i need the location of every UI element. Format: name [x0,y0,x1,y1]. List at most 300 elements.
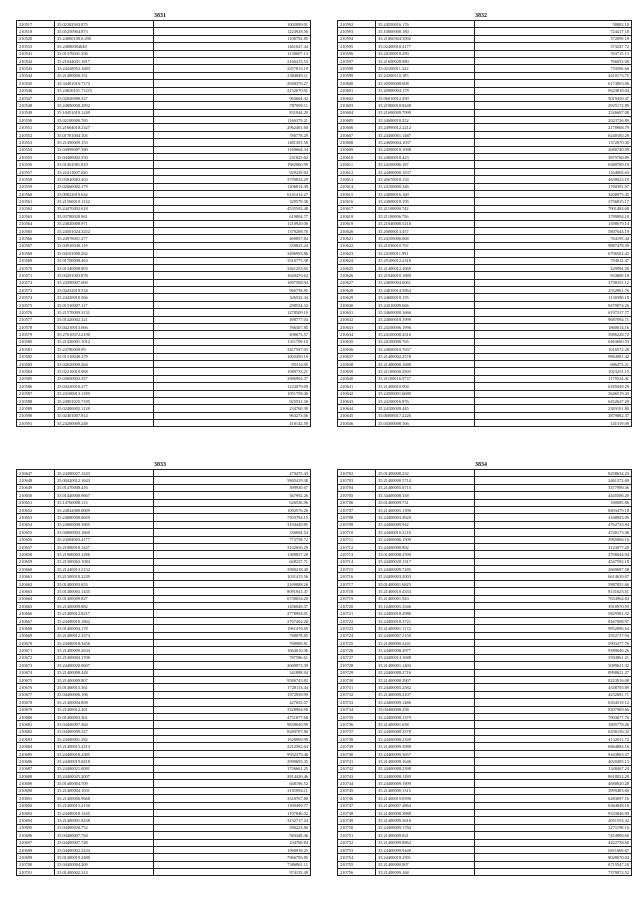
row-id-cell: 210725 [338,639,376,646]
value-cell: 1860014.16 [475,324,632,331]
value-cell: 686473.21 [475,360,632,367]
table-row [338,405,632,412]
table-row [338,654,632,661]
value-cell: 2756815.17 [475,198,632,205]
value-cell: 1805778.26 [475,721,632,728]
value-cell: 8131623.51 [475,588,632,595]
code-cell: 35.21570009.3131 [55,309,154,316]
table-row [17,802,311,809]
table-row [17,573,311,580]
row-id-cell: 210735 [338,713,376,720]
value-cell: 234760.39 [154,405,311,412]
value-cell: 733506.66 [475,65,632,72]
value-cell: 3142656.29 [154,543,311,550]
row-id-cell: 210544 [17,72,55,79]
code-cell: 35.24080008.1805 [55,521,154,528]
value-cell: 8223916.08 [475,676,632,683]
value-cell: 3879760.89 [475,154,632,161]
value-cell: 6364848.16 [475,802,632,809]
code-cell: 35.24400018.1435 [55,809,154,816]
row-id-cell: 210560 [17,190,55,197]
row-id-cell: 210520 [17,35,55,42]
code-cell: 35.24400018.2391 [376,854,475,861]
code-cell: 35.21030010.767 [376,242,475,249]
table-row [17,235,311,242]
code-cell: 35.10000000.180 [376,28,475,35]
table-row [17,72,311,79]
table-row [17,625,311,632]
code-cell: 35.01400004.709 [55,780,154,787]
value-cell: 4547592.18 [475,558,632,565]
row-id-cell: 210731 [338,684,376,691]
code-cell: 35.24400018.3721 [376,617,475,624]
code-cell: 35.24400010.2110 [376,529,475,536]
row-id-cell: 210738 [338,736,376,743]
code-cell: 35.01400019.2480 [55,854,154,861]
code-cell: 35.21300063.1084 [55,558,154,565]
row-id-cell: 210663 [17,588,55,595]
code-cell: 35.21400015.2213 [55,743,154,750]
table-row [17,412,311,419]
code-cell: 35.21400005.6715 [376,484,475,491]
table-row [17,161,311,168]
code-cell: 35.01400008.2590 [376,551,475,558]
code-cell: 35.24400009.9449 [376,846,475,853]
code-cell: 35.04432018.534 [55,287,154,294]
code-cell: 35.21400012.2069 [376,264,475,271]
value-cell: 6614639.07 [475,573,632,580]
table-row [17,639,311,646]
row-id-cell: 210661 [17,573,55,580]
row-id-cell: 210594 [338,35,376,42]
table-row [17,190,311,197]
row-id-cell: 210702 [338,470,376,477]
value-cell: 2357813.19 [154,65,311,72]
row-id-cell: 210682 [17,728,55,735]
code-cell: 35.24880084648 [55,43,154,50]
code-cell: 35.02660082.379 [55,183,154,190]
table-row [17,773,311,780]
row-id-cell: 210558 [17,176,55,183]
code-cell: 35.24400008.2398 [376,765,475,772]
table-row [338,839,632,846]
value-cell: 2152670.91 [154,87,311,94]
value-cell: 396223.86 [154,824,311,831]
code-cell: 35.24780009.99 [55,346,154,353]
table-row [338,102,632,109]
value-cell: 2552861.76 [475,287,632,294]
value-cell: 619804.77 [154,213,311,220]
code-cell: 35.22411007.620 [55,168,154,175]
table-row [17,50,311,57]
row-id-cell: 210655 [17,529,55,536]
value-cell: 3316775.38 [154,257,311,264]
code-cell: 35.21400009.8862 [376,839,475,846]
value-cell: 498673.57 [154,331,311,338]
code-cell: 35.24600018.155 [376,294,475,301]
table-row [17,521,311,528]
row-id-cell: 210584 [17,368,55,375]
row-id-cell: 210627 [338,279,376,286]
table-row [17,499,311,506]
row-id-cell: 210646 [338,420,376,427]
code-cell: 35.21100000.2569 [376,368,475,375]
value-cell: 1092576.26 [154,506,311,513]
table-row [17,832,311,839]
value-cell: 2669973.39 [154,662,311,669]
table-row [338,87,632,94]
row-id-cell: 210707 [338,506,376,513]
value-cell: 1728113.44 [154,684,311,691]
code-cell: 35.24600018.423 [376,154,475,161]
table-row [338,736,632,743]
value-cell: 4020495.13 [475,758,632,765]
table-row [338,257,632,264]
row-id-cell: 210704 [338,484,376,491]
code-cell: 35.03940083.403 [55,176,154,183]
table-row [338,294,632,301]
value-cell: 1311709.10 [154,338,311,345]
value-cell: 2925172.89 [475,102,632,109]
value-cell: 180085.86 [475,499,632,506]
table-row [17,35,311,42]
table-row [17,588,311,595]
row-id-cell: 210742 [338,765,376,772]
row-id-cell: 210569 [17,257,55,264]
row-id-cell: 210546 [17,87,55,94]
value-cell: 58802.10 [475,21,632,28]
code-cell: 35.21400004.1031 [55,787,154,794]
code-cell: 35.21644041.1817 [55,57,154,64]
row-id-cell: 210623 [338,250,376,257]
code-cell: 35.25100012.2318 [376,257,475,264]
value-cell: 1379208.70 [154,227,311,234]
code-cell: 35.04400009.327 [55,728,154,735]
table-row [17,176,311,183]
table-row [338,713,632,720]
row-id-cell: 210592 [338,21,376,28]
table-row [338,669,632,676]
code-cell: 35.02400005.1128 [55,405,154,412]
code-cell: 35.24820008.971 [55,220,154,227]
row-id-cell: 210709 [338,521,376,528]
row-id-cell: 210589 [17,405,55,412]
value-cell: 626536.96 [154,499,311,506]
table-row [338,662,632,669]
row-id-cell: 210667 [17,617,55,624]
value-cell: 9443863.37 [475,750,632,757]
code-cell: 35.24100008.4316 [376,331,475,338]
row-id-cell: 210679 [17,706,55,713]
table-row [338,750,632,757]
row-id-cell: 210639 [338,368,376,375]
row-id-cell: 210579 [17,331,55,338]
row-id-cell: 210611 [338,161,376,168]
row-id-cell: 210717 [338,580,376,587]
value-cell: 1398679.14 [475,220,632,227]
row-id-cell: 210716 [338,573,376,580]
table-row [338,72,632,79]
table-row [338,94,632,101]
code-cell: 35.24000018.195 [376,198,475,205]
row-id-cell: 210729 [338,669,376,676]
code-cell: 35.21400009.3616 [376,817,475,824]
table-row [17,846,311,853]
table-row [17,264,311,271]
value-cell: 85314.00 [154,360,311,367]
table-row [17,536,311,543]
row-id-cell: 210626 [338,272,376,279]
row-id-cell: 210518 [17,28,55,35]
row-id-cell: 210688 [17,773,55,780]
code-cell: 35.01310048.279 [55,353,154,360]
table-row [338,154,632,161]
table-row [338,331,632,338]
value-cell: 9887478.39 [475,242,632,249]
value-cell: 231825.62 [154,154,311,161]
value-cell: 780778.29 [154,131,311,138]
row-id-cell: 210699 [17,854,55,861]
row-id-cell: 210745 [338,787,376,794]
value-cell: 8267008.97 [475,617,632,624]
value-cell: 3879882.37 [475,412,632,419]
table-row [17,809,311,816]
table-row [17,294,311,301]
value-cell: 1160664.34 [154,146,311,153]
value-cell: 141319.09 [475,420,632,427]
code-cell: 35.24400000.1637 [376,168,475,175]
row-id-cell: 210549 [17,109,55,116]
value-cell: 3328904.90 [154,706,311,713]
table-row [338,279,632,286]
row-id-cell: 210630 [338,301,376,308]
row-id-cell: 210565 [17,227,55,234]
table-row [17,87,311,94]
table-row [17,220,311,227]
code-cell: 35.21900003.1286 [55,551,154,558]
table-row [17,780,311,787]
row-id-cell: 210621 [338,235,376,242]
table-row [17,102,311,109]
row-id-cell: 210664 [17,595,55,602]
table-row [17,869,311,876]
value-cell: 8280707.86 [154,728,311,735]
code-cell: 35.27010072.2190 [55,331,154,338]
row-id-cell: 210700 [17,861,55,868]
value-cell: 2706044.94 [475,551,632,558]
row-id-cell: 210733 [338,699,376,706]
row-id-cell: 210749 [338,817,376,824]
row-id-cell: 210609 [338,146,376,153]
code-cell: 35.24400007.2150 [376,632,475,639]
code-cell: 35.21400001.1172 [376,625,475,632]
table-row [17,301,311,308]
code-cell: 35.04400008.258 [376,706,475,713]
table-row [338,780,632,787]
code-cell: 35.24400008.3378 [376,728,475,735]
table-row [17,861,311,868]
value-cell: 1278509.10 [154,309,311,316]
row-id-cell: 210601 [338,87,376,94]
code-cell: 35.01400009.731 [376,499,475,506]
code-cell: 35.21400001.1403 [376,662,475,669]
code-cell: 35.04400007.364 [55,721,154,728]
row-id-cell: 210561 [17,198,55,205]
table-row [338,514,632,521]
value-cell: 766053.00 [475,57,632,64]
code-cell: 35.02100011.322 [376,65,475,72]
value-cell: 427655.07 [154,699,311,706]
table-row [17,506,311,513]
value-cell: 2680740.09 [475,146,632,153]
table-row [17,94,311,101]
value-cell: 3965066.16 [475,536,632,543]
table-row [17,824,311,831]
code-cell: 35.21400000.3241 [376,639,475,646]
row-id-cell: 210550 [17,117,55,124]
value-cell: 1023251.15 [475,368,632,375]
table-row [338,551,632,558]
table-row [338,728,632,735]
table-row [338,817,632,824]
panel-title: 3832 [475,13,487,19]
value-cell: 1130390.18 [475,294,632,301]
value-cell: 4762733.84 [475,521,632,528]
row-id-cell: 210724 [338,632,376,639]
row-id-cell: 210577 [17,316,55,323]
row-id-cell: 210588 [17,397,55,404]
code-cell: 35.24000018.1999 [376,316,475,323]
code-cell: 35.01781004.105 [55,131,154,138]
table-row [338,706,632,713]
code-cell: 35.01340008.903 [55,264,154,271]
code-cell: 35.21100016.5737 [376,375,475,382]
code-cell: 35.24400021.0081 [55,765,154,772]
value-cell: 4410173.75 [475,72,632,79]
table-row [17,43,311,50]
code-cell: 35.21400009.807 [55,676,154,683]
row-id-cell: 210622 [338,242,376,249]
table-row [338,168,632,175]
value-cell: 6864884.16 [475,743,632,750]
code-cell: 35.34600000.1666 [376,309,475,316]
table-row [17,242,311,249]
code-cell: 35.02401007.814 [55,412,154,419]
table-row [338,131,632,138]
code-cell: 35.24550016.176 [376,21,475,28]
row-id-cell: 210657 [17,543,55,550]
row-id-cell: 210635 [338,338,376,345]
value-cell: 7306861.11 [154,861,311,868]
table-row [338,743,632,750]
code-cell: 35.21400019.0590 [376,795,475,802]
code-cell: 35.04291003.878 [55,272,154,279]
code-cell: 35.04101000.262 [55,250,154,257]
table-row [17,28,311,35]
code-cell: 35.21940010.1889 [376,272,475,279]
table-row [17,691,311,698]
row-id-cell: 210615 [338,190,376,197]
code-cell: 35.24400009.942 [376,521,475,528]
row-id-cell: 210673 [17,662,55,669]
table-row [338,765,632,772]
row-id-cell: 210747 [338,802,376,809]
code-cell: 35.21900018.8448 [376,102,475,109]
value-cell: 6463660.53 [475,338,632,345]
table-row [338,580,632,587]
code-cell: 35.12400005.3546 [376,603,475,610]
value-cell: 2948376.27 [154,80,311,87]
row-id-cell: 210586 [17,383,55,390]
row-id-cell: 210755 [338,861,376,868]
table-row [338,109,632,116]
table-row [338,573,632,580]
value-cell: 8258634.23 [475,470,632,477]
code-cell: 35.34481016.7173 [55,80,154,87]
row-id-cell: 210734 [338,706,376,713]
table-row [17,146,311,153]
row-id-cell: 210581 [17,346,55,353]
table-row [338,301,632,308]
value-cell: 1130607.13 [154,50,311,57]
code-cell: 35.24304003.4177 [55,536,154,543]
table-row [17,324,311,331]
code-cell: 35.21400012.3374 [55,632,154,639]
row-id-cell: 210551 [17,124,55,131]
value-cell: 1002099.01 [154,21,311,28]
code-cell: 35.34600018.252 [376,117,475,124]
row-id-cell: 210741 [338,758,376,765]
row-id-cell: 210656 [17,536,55,543]
row-id-cell: 210595 [338,43,376,50]
value-cell: 6354519.12 [475,699,632,706]
code-cell: 35.24400003.3820 [376,514,475,521]
row-id-cell: 210720 [338,603,376,610]
row-id-cell: 210740 [338,750,376,757]
code-cell: 35.04910040.119 [55,242,154,249]
table-row [338,869,632,876]
table-row [338,647,632,654]
row-id-cell: 210543 [17,65,55,72]
code-cell: 35.24100000.346 [376,183,475,190]
value-cell: 1223079.09 [154,383,311,390]
value-cell: 933809.18 [475,272,632,279]
table-row [17,109,311,116]
value-cell: 1372070.30 [475,139,632,146]
table-row [17,257,311,264]
row-id-cell: 210692 [17,802,55,809]
table-row [17,632,311,639]
row-id-cell: 210593 [338,28,376,35]
value-cell: 1616572.28 [475,346,632,353]
value-cell: 1348467.24 [475,765,632,772]
code-cell: 35.04400007.704 [55,832,154,839]
value-cell: 418142.58 [154,420,311,427]
value-cell: 1223928.56 [154,28,311,35]
code-cell: 35.02820988.527 [55,94,154,101]
value-cell: 6452627.29 [475,397,632,404]
table-row [17,390,311,397]
value-cell: 9389646.26 [475,647,632,654]
row-id-cell: 210711 [338,536,376,543]
row-id-cell: 210693 [17,809,55,816]
table-row [17,647,311,654]
value-cell: 763715.13 [475,50,632,57]
code-cell: 35.01470008.416 [55,484,154,491]
table-row [338,795,632,802]
code-cell: 35.21400002.2578 [376,353,475,360]
table-row [17,699,311,706]
